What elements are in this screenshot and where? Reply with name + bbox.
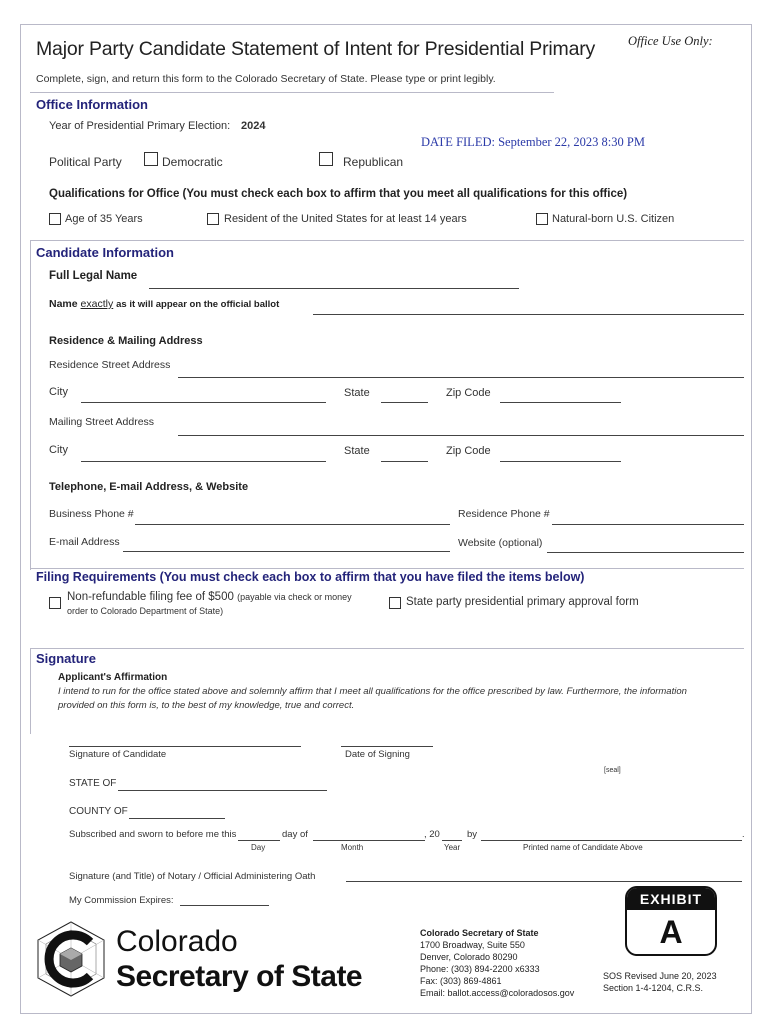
residence-phone-input[interactable]: [552, 524, 744, 525]
candidate-section-rule: [30, 240, 744, 241]
sworn-year-input[interactable]: [442, 840, 462, 841]
date-filed-stamp: DATE FILED: September 22, 2023 8:30 PM: [421, 135, 645, 149]
commission-expires-label: My Commission Expires:: [69, 895, 174, 906]
address-heading: Residence & Mailing Address: [49, 335, 203, 347]
filing-fee-label: Non-refundable filing fee of $500 (payable via check or money: [67, 591, 352, 603]
mailing-state-label: State: [344, 445, 370, 457]
full-name-input[interactable]: [149, 288, 519, 289]
exhibit-letter: A: [659, 914, 683, 950]
full-name-label: Full Legal Name: [49, 270, 138, 282]
year-label: Year of Presidential Primary Election:: [49, 120, 231, 132]
mailing-city-label: City: [49, 444, 68, 456]
age-label: Age of 35 Years: [65, 213, 143, 225]
residence-street-label: Residence Street Address: [49, 359, 171, 371]
header-divider: [30, 92, 554, 93]
notary-signature-input[interactable]: [346, 881, 742, 882]
residence-zip-input[interactable]: [500, 402, 621, 403]
candidate-section-edge: [30, 240, 31, 570]
signature-heading: Signature: [36, 651, 96, 666]
seal-label: [seal]: [604, 767, 621, 774]
contact-heading: Telephone, E-mail Address, & Website: [49, 481, 249, 493]
month-caption: Month: [341, 843, 364, 852]
state-of-label: STATE OF: [69, 778, 117, 789]
resident-checkbox[interactable]: [207, 213, 219, 225]
mailing-city-input[interactable]: [81, 461, 326, 462]
form-title: Major Party Candidate Statement of Intent for Presidential Primary: [36, 38, 596, 60]
exhibit-label: EXHIBIT: [627, 888, 715, 910]
county-of-label: COUNTY OF: [69, 806, 128, 817]
residence-state-input[interactable]: [381, 402, 428, 403]
sos-phone: Phone: (303) 894-2200 x6333: [420, 964, 540, 974]
approval-form-label: State party presidential primary approval form: [406, 596, 639, 608]
form-instructions: Complete, sign, and return this form to the Colorado Secretary of State. Please type or print legibly.: [36, 73, 496, 85]
sos-address-block: [420, 927, 574, 999]
mailing-zip-label: Zip Code: [446, 445, 491, 457]
residence-street-input[interactable]: [178, 377, 744, 378]
mailing-zip-input[interactable]: [500, 461, 621, 462]
filing-section-rule: [30, 568, 744, 569]
year-caption: Year: [444, 843, 461, 852]
printed-name-input[interactable]: [481, 840, 742, 841]
affirmation-text-1: I intend to run for the office stated above and solemnly affirm that I meet all qualifications for the office prescribed by law. Furthermore, the information: [58, 686, 687, 697]
approval-form-checkbox[interactable]: [389, 597, 401, 609]
residence-city-input[interactable]: [81, 402, 326, 403]
email-input[interactable]: [123, 551, 450, 552]
colorado-sos-logo-icon: [32, 920, 110, 998]
democratic-checkbox[interactable]: [144, 152, 158, 166]
county-of-input[interactable]: [129, 818, 225, 819]
affirmation-text-2: provided on this form is, to the best of my knowledge, true and correct.: [58, 700, 355, 711]
candidate-signature-caption: Signature of Candidate: [69, 749, 167, 760]
printed-name-caption: Printed name of Candidate Above: [523, 843, 643, 852]
filing-fee-note: order to Colorado Department of State): [67, 606, 224, 616]
business-phone-label: Business Phone #: [49, 508, 134, 520]
date-of-signing-input[interactable]: [341, 746, 433, 747]
sworn-day-input[interactable]: [238, 840, 280, 841]
sworn-month-input[interactable]: [313, 840, 425, 841]
democratic-label: Democratic: [162, 155, 223, 169]
affirmation-heading: Applicant's Affirmation: [58, 672, 168, 683]
website-input[interactable]: [547, 552, 744, 553]
statute-section: Section 1-4-1204, C.R.S.: [603, 983, 704, 993]
commission-expires-input[interactable]: [180, 905, 269, 906]
twenty-label: , 20: [424, 829, 440, 840]
sos-office-name: Colorado Secretary of State: [420, 928, 539, 938]
sos-address-line2: Denver, Colorado 80290: [420, 952, 518, 962]
mailing-street-label: Mailing Street Address: [49, 416, 155, 428]
by-label: by: [467, 829, 478, 840]
by-period: .: [742, 829, 745, 839]
signature-section-rule: [30, 648, 744, 649]
republican-label: Republican: [343, 155, 404, 169]
year-value: 2024: [241, 120, 266, 132]
email-label: E-mail Address: [49, 536, 120, 548]
mailing-state-input[interactable]: [381, 461, 428, 462]
day-caption: Day: [251, 843, 266, 852]
ballot-name-label: Name exactly as it will appear on the official ballot: [49, 298, 280, 310]
website-label: Website (optional): [458, 537, 543, 549]
republican-checkbox[interactable]: [319, 152, 333, 166]
signature-section-edge: [30, 648, 31, 734]
sos-address-line1: 1700 Broadway, Suite 550: [420, 940, 525, 950]
revised-date: SOS Revised June 20, 2023: [603, 971, 717, 981]
resident-label: Resident of the United States for at least 14 years: [224, 213, 467, 225]
revision-block: [603, 970, 717, 994]
notary-signature-label: Signature (and Title) of Notary / Official Administering Oath: [69, 871, 316, 882]
filing-heading: Filing Requirements (You must check each box to affirm that you have filed the items below): [36, 570, 585, 584]
qualifications-heading: Qualifications for Office (You must check each box to affirm that you meet all qualifications for this office): [49, 188, 628, 200]
date-of-signing-caption: Date of Signing: [345, 749, 410, 760]
candidate-info-heading: Candidate Information: [36, 245, 174, 260]
state-of-input[interactable]: [118, 790, 327, 791]
mailing-street-input[interactable]: [178, 435, 744, 436]
logo-text-colorado: Colorado: [116, 925, 238, 958]
subscribed-label: Subscribed and sworn to before me this: [69, 829, 237, 840]
office-use-only-label: Office Use Only:: [628, 34, 713, 48]
residence-zip-label: Zip Code: [446, 387, 491, 399]
candidate-signature-input[interactable]: [69, 746, 301, 747]
filing-fee-checkbox[interactable]: [49, 597, 61, 609]
business-phone-input[interactable]: [135, 524, 450, 525]
sos-email: Email: ballot.access@coloradosos.gov: [420, 988, 575, 998]
residence-city-label: City: [49, 386, 68, 398]
residence-state-label: State: [344, 387, 370, 399]
sos-fax: Fax: (303) 869-4861: [420, 976, 502, 986]
day-of-label: day of: [282, 829, 308, 840]
logo-text-secretary: Secretary of State: [116, 960, 363, 993]
office-info-heading: Office Information: [36, 97, 148, 112]
age-checkbox[interactable]: [49, 213, 61, 225]
ballot-name-input[interactable]: [313, 314, 744, 315]
citizen-label: Natural-born U.S. Citizen: [552, 213, 675, 225]
political-party-label: Political Party: [49, 155, 122, 169]
exhibit-badge: [625, 886, 717, 956]
residence-phone-label: Residence Phone #: [458, 508, 550, 520]
citizen-checkbox[interactable]: [536, 213, 548, 225]
